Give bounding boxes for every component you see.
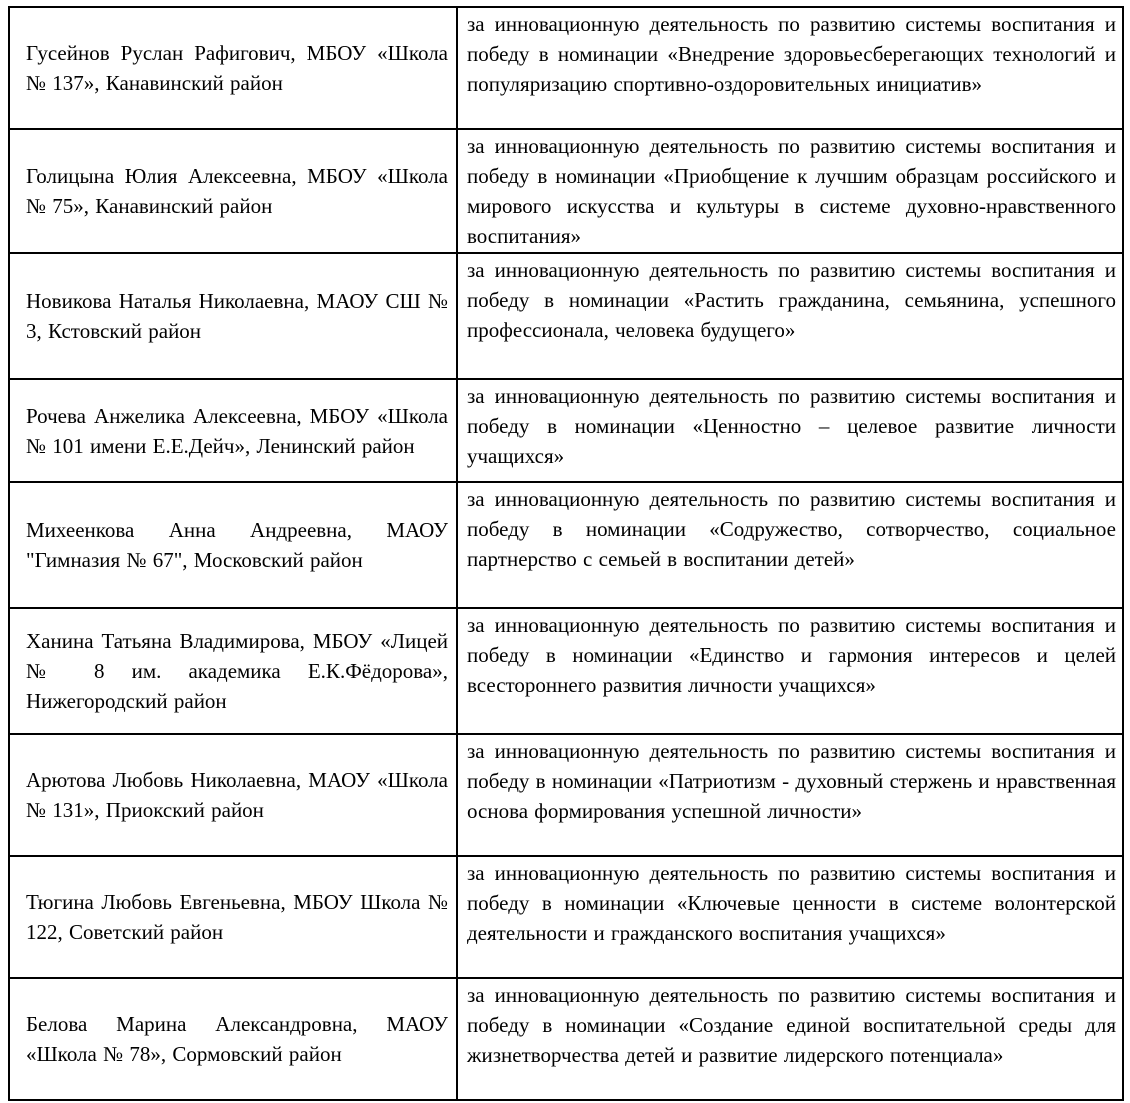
- award-cell: за инновационную деятельность по развитию системы воспитания и победу в номинации «Внедрение здоровьесберегающих технологий и популяризацию спортивно-оздоровительных инициатив»: [457, 7, 1123, 129]
- award-cell: за инновационную деятельность по развитию системы воспитания и победу в номинации «Ценностно – целевое развитие личности учащихся»: [457, 379, 1123, 482]
- award-cell: за инновационную деятельность по развитию системы воспитания и победу в номинации «Патриотизм - духовный стержень и нравственная основа формирования успешной личности»: [457, 734, 1123, 856]
- table-row: [9, 608, 1123, 734]
- person-cell: Гусейнов Руслан Рафигович, МБОУ «Школа № 137», Канавинский район: [9, 7, 457, 129]
- person-cell: Тюгина Любовь Евгеньевна, МБОУ Школа № 122, Советский район: [9, 856, 457, 978]
- table-row: [9, 482, 1123, 608]
- award-cell: за инновационную деятельность по развитию системы воспитания и победу в номинации «Приобщение к лучшим образцам российского и мирового искусства и культуры в системе духовно-нравственного воспитания»: [457, 129, 1123, 253]
- table-row: [9, 856, 1123, 978]
- person-cell: Рочева Анжелика Алексеевна, МБОУ «Школа № 101 имени Е.Е.Дейч», Ленинский район: [9, 379, 457, 482]
- table-row: [9, 129, 1123, 253]
- award-cell: за инновационную деятельность по развитию системы воспитания и победу в номинации «Единство и гармония интересов и целей всестороннего развития личности учащихся»: [457, 608, 1123, 734]
- award-cell: за инновационную деятельность по развитию системы воспитания и победу в номинации «Создание единой воспитательной среды для жизнетворчества детей и развитие лидерского потенциала»: [457, 978, 1123, 1100]
- table-row: [9, 978, 1123, 1100]
- table-row: [9, 7, 1123, 129]
- person-cell: Белова Марина Александровна, МАОУ «Школа № 78», Сормовский район: [9, 978, 457, 1100]
- table-row: [9, 734, 1123, 856]
- award-table: [8, 6, 1124, 1101]
- person-cell: Новикова Наталья Николаевна, МАОУ СШ № 3, Кстовский район: [9, 253, 457, 379]
- table-row: [9, 379, 1123, 482]
- person-cell: Михеенкова Анна Андреевна, МАОУ "Гимназия № 67", Московский район: [9, 482, 457, 608]
- person-cell: Арютова Любовь Николаевна, МАОУ «Школа № 131», Приокский район: [9, 734, 457, 856]
- person-cell: Ханина Татьяна Владимирова, МБОУ «Лицей № 8 им. академика Е.К.Фёдорова», Нижегородский район: [9, 608, 457, 734]
- table-row: [9, 253, 1123, 379]
- award-cell: за инновационную деятельность по развитию системы воспитания и победу в номинации «Содружество, сотворчество, социальное партнерство с семьей в воспитании детей»: [457, 482, 1123, 608]
- award-cell: за инновационную деятельность по развитию системы воспитания и победу в номинации «Растить гражданина, семьянина, успешного профессионала, человека будущего»: [457, 253, 1123, 379]
- person-cell: Голицына Юлия Алексеевна, МБОУ «Школа № 75», Канавинский район: [9, 129, 457, 253]
- award-cell: за инновационную деятельность по развитию системы воспитания и победу в номинации «Ключевые ценности в системе волонтерской деятельности и гражданского воспитания учащихся»: [457, 856, 1123, 978]
